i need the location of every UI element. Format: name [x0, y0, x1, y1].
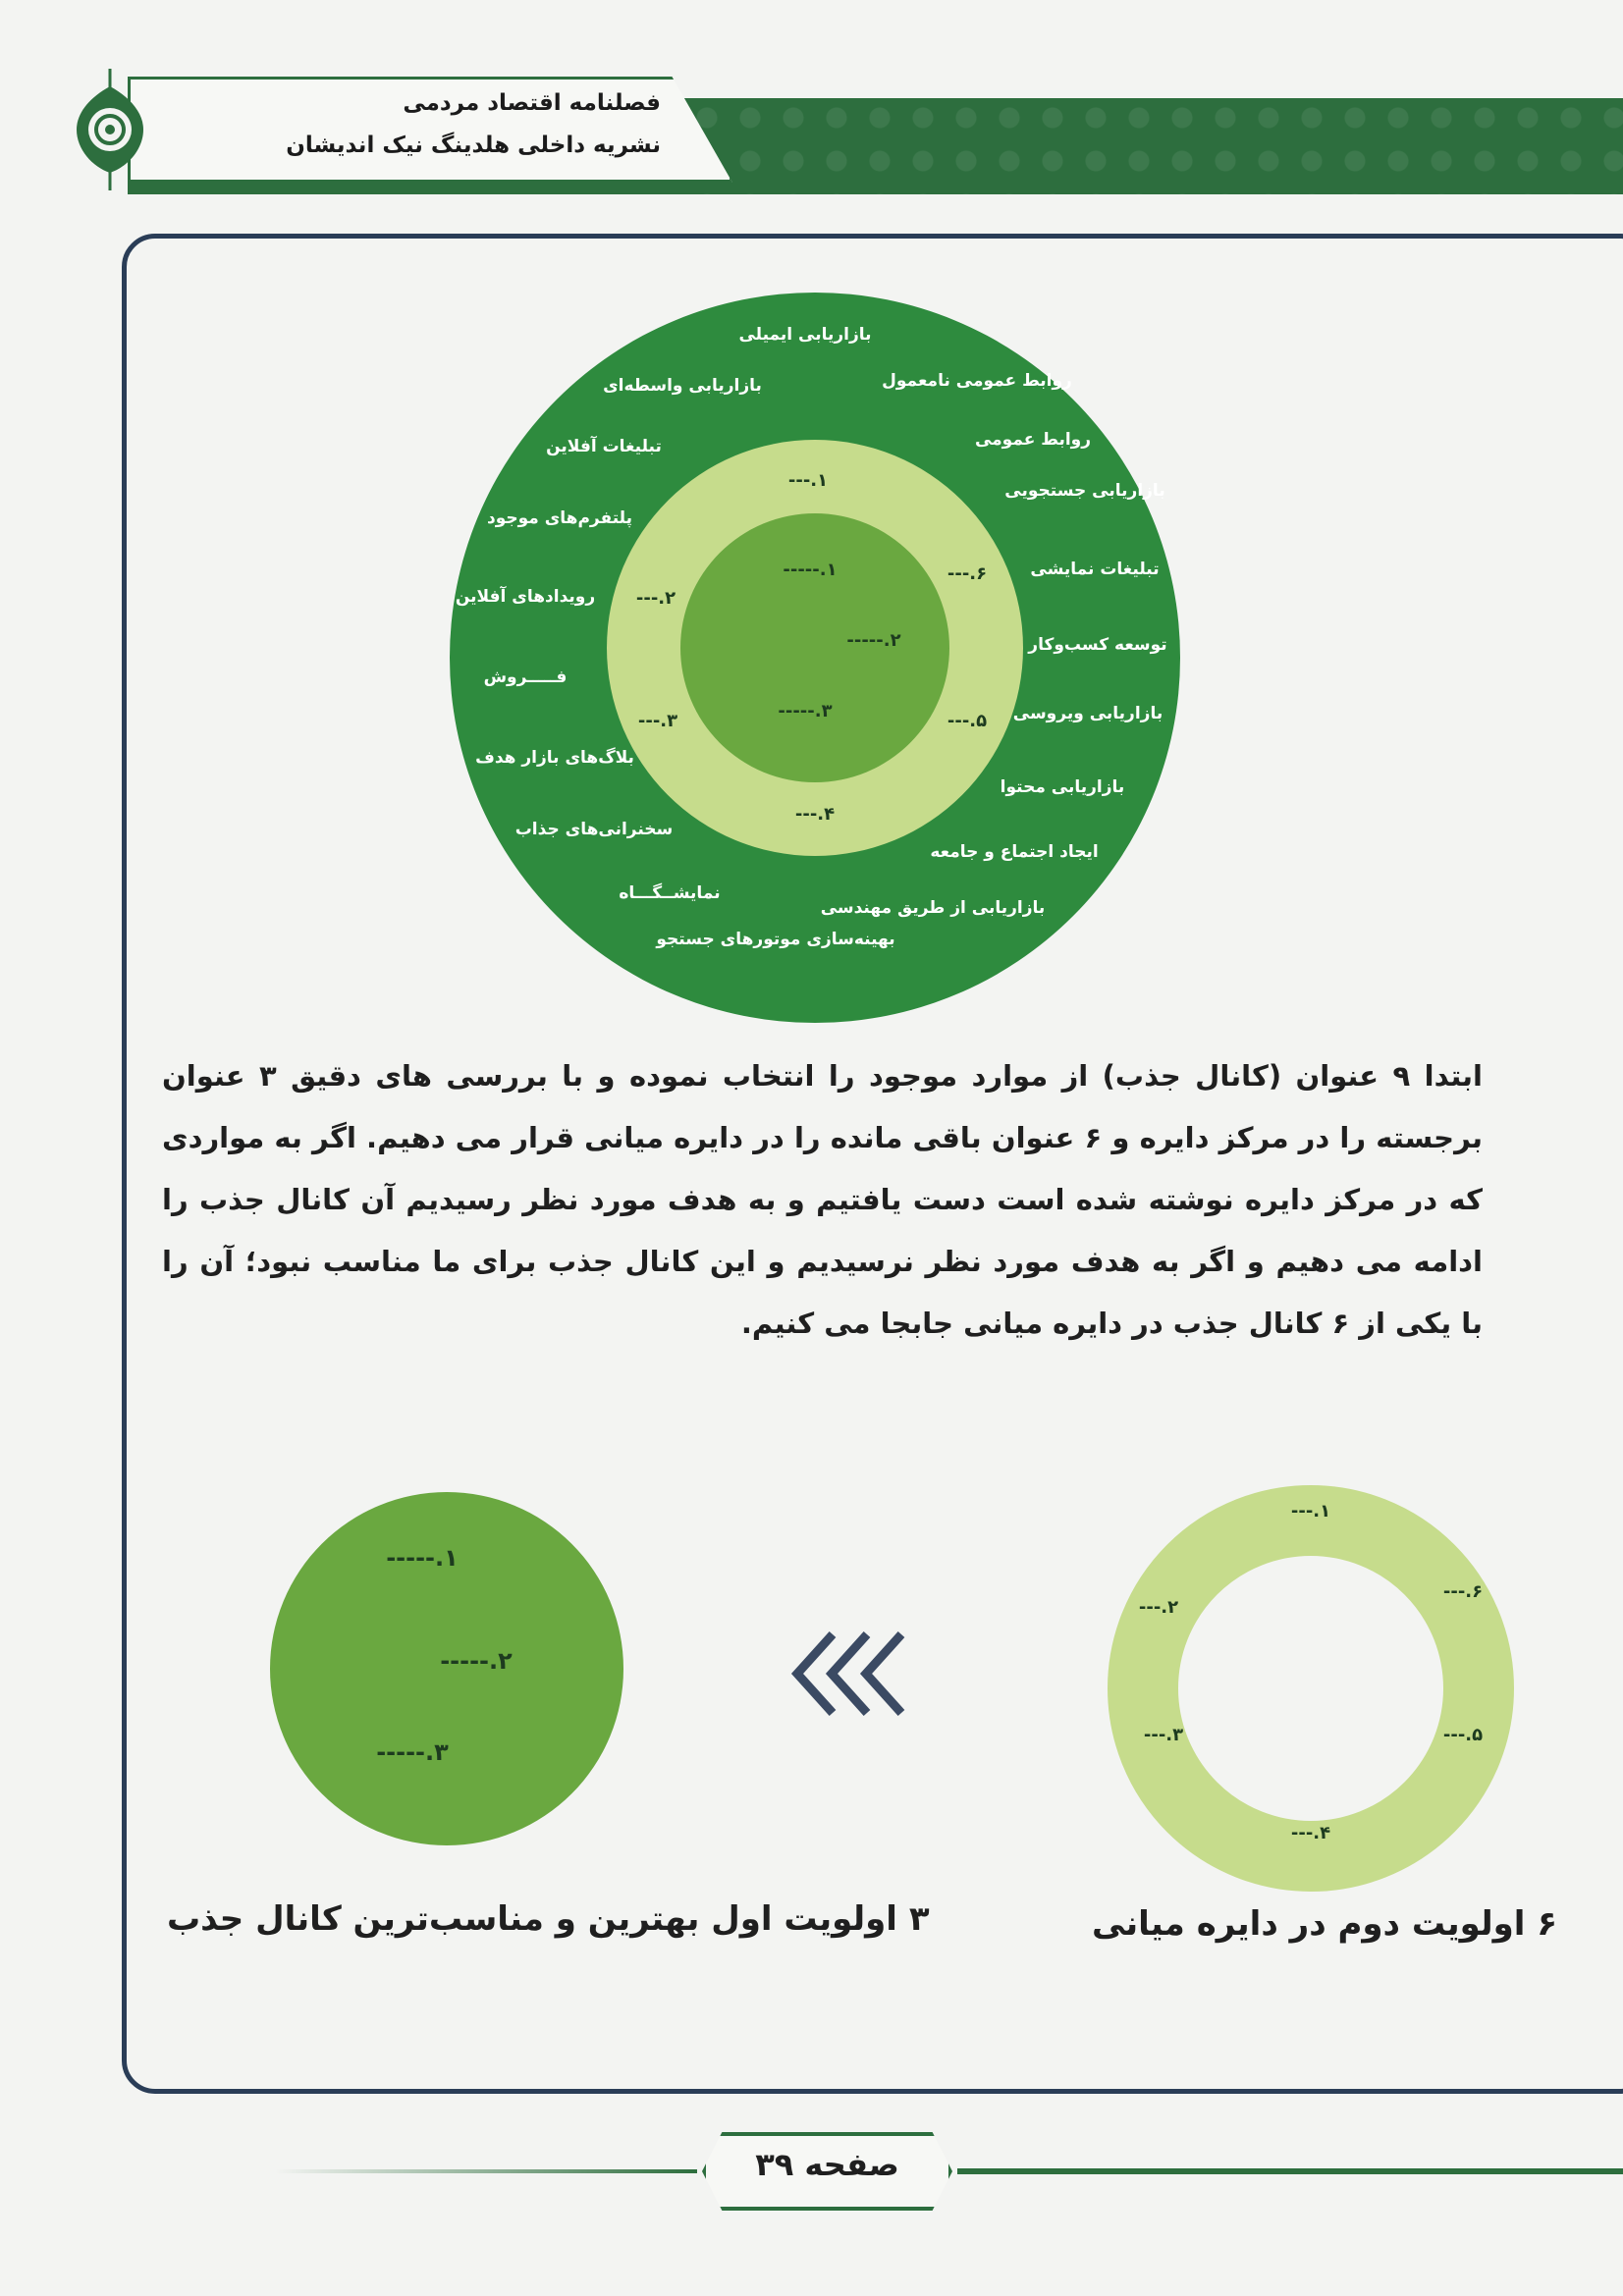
- ring-slot: ۵.---: [1442, 1725, 1484, 1745]
- magazine-title: فصلنامه اقتصاد مردمی: [403, 90, 661, 116]
- magazine-subtitle: نشریه داخلی هلدینگ نیک اندیشان: [286, 133, 661, 158]
- ring-slot: ۲.---: [1138, 1597, 1179, 1618]
- outer-label: ایجاد اجتماع و جامعه: [930, 842, 1099, 862]
- inner-slot: ۲.-----: [846, 630, 901, 651]
- outer-label: بازاریابی واسطه‌ای: [603, 376, 762, 396]
- ring-slot: ۱.---: [1290, 1501, 1331, 1522]
- middle-slot: ۱.---: [787, 470, 829, 491]
- outer-label: بازاریابی ویروسی: [1012, 704, 1163, 723]
- priority-slot: ۲.-----: [440, 1647, 513, 1675]
- emblem-logo-icon: [69, 69, 151, 190]
- header-pattern: [687, 98, 1623, 194]
- outer-label: سخنرانی‌های جذاب: [514, 820, 674, 839]
- middle-slot: ۳.---: [637, 711, 678, 731]
- outer-label: پلتفرم‌های موجود: [486, 508, 633, 528]
- outer-label: تبلیغات نمایشی: [1030, 560, 1160, 579]
- outer-label: بازاریابی از طریق مهندسی: [820, 898, 1046, 918]
- body-paragraph: ابتدا ۹ عنوان (کانال جذب) از موارد موجود را انتخاب نموده و با بررسی های دقیق ۳ عنوان برجسته را در مرکز دایره و ۶ عنوان باقی مانده را در دایره میانی قرار می دهیم. اگر به مواردی که در مرکز دایره نوشته شده است دست یافتیم و به هدف مورد نظر رسیدیم آن کانال جذب را ادامه می دهیم و اگر به هدف مورد نظر نرسیدیم و این کانال جذب برای ما مناسب نبود؛ آن را با یکی از ۶ کانال جذب در دایره میانی جابجا می کنیم.: [162, 1059, 1483, 1340]
- ring-slot: ۴.---: [1290, 1823, 1331, 1843]
- ring-slot: ۶.---: [1442, 1581, 1484, 1602]
- outer-label: رویدادهای آفلاین: [455, 587, 596, 607]
- middle-ring-large: [1143, 1521, 1479, 1856]
- middle-slot: ۴.---: [794, 804, 836, 825]
- outer-label: روابط عمومی: [974, 430, 1092, 450]
- middle-slot: ۶.---: [947, 563, 988, 584]
- outer-label: بهینه‌سازی موتورهای جستجو: [656, 930, 895, 949]
- middle-slot: ۵.---: [947, 711, 988, 731]
- channel-circle-diagram: [442, 285, 1188, 1031]
- outer-label: بازاریابی جستجویی: [1004, 481, 1165, 501]
- priority-slot: ۳.-----: [376, 1738, 449, 1766]
- outer-label: فـــــروش: [483, 667, 568, 687]
- outer-label: بلاگ‌های بازار هدف: [475, 748, 634, 768]
- middle-slot: ۲.---: [635, 588, 676, 609]
- outer-label: نمایشــگـــاه: [619, 883, 721, 903]
- caption-top-priorities: ۳ اولویت اول بهترین و مناسب‌ترین کانال جذب: [167, 1899, 930, 1939]
- caption-second-priorities: ۶ اولویت دوم در دایره میانی: [1092, 1904, 1558, 1944]
- outer-label: تبلیغات آفلاین: [546, 437, 662, 456]
- second-priorities-ring: [1100, 1477, 1522, 1899]
- inner-circle: [680, 513, 949, 782]
- chevron-left-icon: [785, 1625, 933, 1723]
- footer-rule-right: [957, 2168, 1623, 2174]
- page-number: صفحه ۳۹: [755, 2146, 899, 2183]
- priority-slot: ۱.-----: [386, 1544, 459, 1572]
- inner-slot: ۱.-----: [783, 560, 838, 580]
- footer-rule-left: [275, 2169, 697, 2173]
- inner-slot: ۳.-----: [778, 701, 833, 721]
- outer-label: بازاریابی محتوا: [1000, 777, 1125, 797]
- outer-label: روابط عمومی نامعمول: [882, 371, 1072, 391]
- top-priorities-circle: [265, 1487, 628, 1850]
- outer-label: توسعه کسب‌وکار: [1028, 635, 1167, 655]
- ring-slot: ۳.---: [1143, 1725, 1184, 1745]
- outer-label: بازاریابی ایمیلی: [738, 325, 872, 345]
